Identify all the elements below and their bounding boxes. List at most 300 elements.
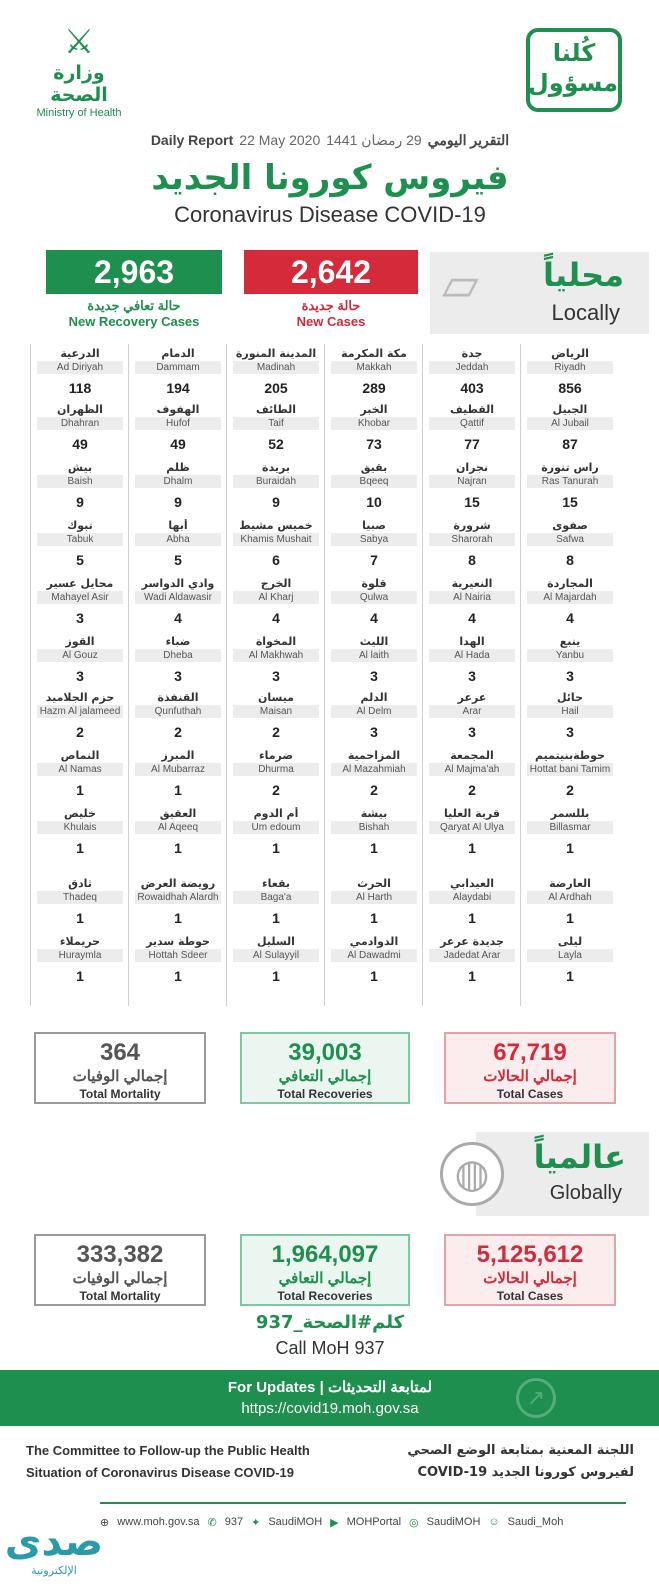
city-cell bbox=[129, 688, 227, 746]
city-name-ar: حائل bbox=[556, 691, 583, 704]
local-cases-value: 67,719 bbox=[493, 1039, 567, 1066]
city-name-ar: الحرث bbox=[357, 877, 391, 890]
city-cell bbox=[227, 574, 325, 632]
globe-icon: ◍ bbox=[440, 1142, 504, 1206]
city-name-en: Alaydabi bbox=[429, 891, 515, 904]
local-recoveries-value: 39,003 bbox=[288, 1039, 362, 1066]
city-case-count: 1 bbox=[468, 840, 476, 856]
report-en: Daily Report bbox=[150, 132, 234, 148]
city-name-en: Bishah bbox=[331, 821, 417, 834]
city-cell bbox=[31, 932, 129, 990]
city-cell bbox=[129, 932, 227, 990]
city-case-count: 3 bbox=[76, 668, 84, 684]
watermark-big: صدى bbox=[4, 1519, 104, 1565]
city-name-en: Hufof bbox=[135, 417, 221, 430]
city-case-count: 1 bbox=[272, 968, 280, 984]
saudi-map-icon: ▱ bbox=[442, 256, 479, 312]
local-cases-label-ar: إجمالي الحالات bbox=[483, 1068, 577, 1085]
city-name-ar: السليل bbox=[257, 935, 295, 948]
city-cell bbox=[31, 804, 129, 862]
city-cell bbox=[521, 688, 619, 746]
updates-heading bbox=[120, 1378, 540, 1396]
city-case-count: 1 bbox=[566, 910, 574, 926]
city-name-en: Buraidah bbox=[233, 475, 319, 488]
city-name-en: Al Majardah bbox=[527, 591, 613, 604]
city-name-en: Al laith bbox=[331, 649, 417, 662]
city-name-en: Billasmar bbox=[527, 821, 613, 834]
city-name-ar: جديدة عرعر bbox=[440, 935, 504, 948]
city-cell bbox=[129, 400, 227, 458]
city-column bbox=[128, 344, 226, 1006]
committee-ar-line1: اللجنة المعنية بمتابعة الوضع الصحي bbox=[407, 1443, 634, 1458]
locally-heading-en: Locally bbox=[551, 300, 620, 325]
city-cell bbox=[129, 516, 227, 574]
city-name-ar: ظلم bbox=[166, 461, 190, 474]
city-name-ar: أم الدوم bbox=[253, 807, 299, 820]
city-name-en: Safwa bbox=[527, 533, 613, 546]
city-case-count: 9 bbox=[174, 494, 182, 510]
city-case-count: 3 bbox=[370, 668, 378, 684]
city-cell bbox=[325, 804, 423, 862]
updates-en: For Updates bbox=[227, 1379, 316, 1396]
city-name-ar: المجمعة bbox=[450, 749, 494, 762]
city-name-en: Al Namas bbox=[37, 763, 123, 776]
city-name-en: Al Nairia bbox=[429, 591, 515, 604]
city-name-ar: ضرماء bbox=[258, 749, 294, 762]
city-name-en: Arar bbox=[429, 705, 515, 718]
city-name-en: Sabya bbox=[331, 533, 417, 546]
city-cell bbox=[31, 458, 129, 516]
city-name-en: Hottah Sdeer bbox=[135, 949, 221, 962]
city-cell bbox=[423, 804, 521, 862]
city-name-ar: العارضة bbox=[549, 877, 591, 890]
city-case-count: 15 bbox=[464, 494, 480, 510]
city-column bbox=[422, 344, 520, 1006]
city-cell bbox=[521, 932, 619, 990]
youtube-icon: ▶ bbox=[330, 1517, 339, 1529]
city-cell bbox=[227, 746, 325, 804]
city-case-count: 73 bbox=[366, 436, 382, 452]
local-mortality-label-ar: إجمالي الوفيات bbox=[72, 1068, 168, 1085]
footer-youtube-link[interactable]: MOHPortal bbox=[346, 1516, 402, 1528]
city-cell bbox=[227, 344, 325, 402]
city-cell bbox=[31, 344, 129, 402]
city-name-en: Ras Tanurah bbox=[527, 475, 613, 488]
city-cell bbox=[521, 574, 619, 632]
city-case-count: 118 bbox=[68, 380, 92, 396]
city-name-ar: نجران bbox=[455, 461, 489, 474]
city-name-en: Dheba bbox=[135, 649, 221, 662]
city-cell bbox=[423, 400, 521, 458]
city-name-ar: الطائف bbox=[256, 403, 296, 416]
updates-url-link[interactable]: https://covid19.moh.gov.sa bbox=[241, 1400, 419, 1417]
global-cases-label-ar: إجمالي الحالات bbox=[483, 1270, 577, 1287]
city-name-en: Al Majma'ah bbox=[429, 763, 515, 776]
city-case-count: 49 bbox=[72, 436, 88, 452]
city-cell bbox=[325, 632, 423, 690]
footer-instagram-link[interactable]: SaudiMOH bbox=[426, 1516, 481, 1528]
city-case-count: 1 bbox=[370, 840, 378, 856]
city-case-count: 3 bbox=[76, 610, 84, 626]
city-name-ar: القوز bbox=[65, 635, 95, 648]
city-name-en: Baga'a bbox=[233, 891, 319, 904]
city-name-en: Al Dawadmi bbox=[331, 949, 417, 962]
report-date: 22 May 2020 bbox=[239, 132, 321, 148]
city-cell bbox=[521, 804, 619, 862]
city-name-en: Jadedat Arar bbox=[429, 949, 515, 962]
new-recovery-count: 2,963 bbox=[46, 250, 222, 294]
city-name-ar: ضباء bbox=[165, 635, 191, 648]
city-name-en: Al Mubarraz bbox=[135, 763, 221, 776]
city-name-en: Al Ardhah bbox=[527, 891, 613, 904]
city-case-count: 5 bbox=[76, 552, 84, 568]
moh-name-ar: وزارة الصحة bbox=[50, 62, 108, 106]
city-name-ar: أبها bbox=[168, 519, 188, 532]
city-case-count: 1 bbox=[566, 840, 574, 856]
city-name-ar: الدمام bbox=[161, 347, 195, 360]
city-case-count: 8 bbox=[566, 552, 574, 568]
city-name-ar: بريدة bbox=[262, 461, 290, 474]
city-case-count: 1 bbox=[468, 968, 476, 984]
city-name-en: Khulais bbox=[37, 821, 123, 834]
city-name-ar: النماص bbox=[60, 749, 100, 762]
city-name-en: Al Aqeeq bbox=[135, 821, 221, 834]
local-total-recoveries bbox=[240, 1032, 410, 1104]
city-name-en: Hottat bani Tamim bbox=[527, 763, 613, 776]
city-cell bbox=[31, 688, 129, 746]
city-case-count: 1 bbox=[174, 840, 182, 856]
snapchat-icon: ☺ bbox=[488, 1516, 500, 1528]
city-case-count: 2 bbox=[468, 782, 476, 798]
city-cell bbox=[521, 400, 619, 458]
city-name-ar: المجاردة bbox=[547, 577, 593, 590]
city-name-en: Al Makhwah bbox=[233, 649, 319, 662]
city-case-count: 2 bbox=[370, 782, 378, 798]
city-case-count: 7 bbox=[370, 552, 378, 568]
city-case-count: 194 bbox=[166, 380, 190, 396]
city-case-count: 8 bbox=[468, 552, 476, 568]
call-hashtag-ar: كلم#الصحة_937 bbox=[255, 1312, 405, 1333]
city-name-en: Wadi Aldawasir bbox=[135, 591, 221, 604]
city-case-count: 289 bbox=[362, 380, 386, 396]
call-moh-en: Call MoH 937 bbox=[275, 1338, 385, 1358]
city-name-en: Layla bbox=[527, 949, 613, 962]
city-name-en: Baish bbox=[37, 475, 123, 488]
city-name-en: Dhalm bbox=[135, 475, 221, 488]
city-name-ar: جدة bbox=[461, 347, 483, 360]
city-name-ar: الرياض bbox=[551, 347, 589, 360]
city-cell bbox=[423, 932, 521, 990]
report-line bbox=[130, 132, 530, 149]
city-cell bbox=[521, 344, 619, 402]
city-name-en: Thadeq bbox=[37, 891, 123, 904]
city-cell bbox=[423, 632, 521, 690]
new-cases-label bbox=[244, 298, 418, 330]
city-name-en: Um edoum bbox=[233, 821, 319, 834]
city-column bbox=[30, 344, 128, 1006]
city-cell bbox=[521, 632, 619, 690]
city-name-ar: بيش bbox=[67, 461, 93, 474]
global-recoveries-label-ar: إجمالي التعافي bbox=[278, 1270, 372, 1287]
moh-logo bbox=[24, 22, 134, 118]
city-cell bbox=[325, 932, 423, 990]
city-name-en: Al Mazahmiah bbox=[331, 763, 417, 776]
city-cases-grid bbox=[30, 344, 618, 1006]
city-name-ar: شرورة bbox=[453, 519, 491, 532]
city-case-count: 403 bbox=[460, 380, 484, 396]
city-cell bbox=[31, 400, 129, 458]
city-name-en: Hail bbox=[527, 705, 613, 718]
city-name-ar: مكة المكرمة bbox=[341, 347, 407, 360]
local-total-cases bbox=[444, 1032, 616, 1104]
kulna-masool-badge bbox=[526, 28, 622, 112]
city-name-ar: الجبيل bbox=[552, 403, 588, 416]
globally-heading-en: Globally bbox=[549, 1182, 622, 1204]
city-name-en: Dhahran bbox=[37, 417, 123, 430]
committee-en-line2: Situation of Coronavirus Disease COVID-19 bbox=[26, 1465, 295, 1480]
global-total-cases bbox=[444, 1234, 616, 1306]
updates-separator: | bbox=[319, 1379, 324, 1396]
updates-ar: لمتابعة التحديثات bbox=[327, 1379, 433, 1396]
committee-ar-line2: لفيروس كورونا الجديد COVID-19 bbox=[417, 1465, 634, 1480]
city-name-ar: بقعاء bbox=[261, 877, 290, 890]
city-case-count: 3 bbox=[566, 668, 574, 684]
city-name-en: Al Gouz bbox=[37, 649, 123, 662]
global-cases-label-en: Total Cases bbox=[496, 1289, 564, 1303]
city-cell bbox=[31, 746, 129, 804]
city-cell bbox=[521, 874, 619, 932]
city-column bbox=[520, 344, 618, 1006]
city-cell bbox=[31, 874, 129, 932]
global-total-mortality bbox=[34, 1234, 206, 1306]
city-name-en: Khobar bbox=[331, 417, 417, 430]
city-case-count: 4 bbox=[174, 610, 182, 626]
palm-swords-icon: ⚔ bbox=[63, 22, 95, 62]
footer-social-links bbox=[100, 1516, 640, 1536]
global-mortality-label-en: Total Mortality bbox=[79, 1289, 161, 1303]
city-cell bbox=[521, 516, 619, 574]
new-cases-count: 2,642 bbox=[244, 250, 418, 294]
moh-name-en: Ministry of Health bbox=[36, 107, 122, 119]
city-case-count: 3 bbox=[370, 724, 378, 740]
city-case-count: 9 bbox=[76, 494, 84, 510]
city-name-en: Taif bbox=[233, 417, 319, 430]
local-mortality-value: 364 bbox=[99, 1039, 141, 1066]
city-cell bbox=[325, 344, 423, 402]
city-column bbox=[226, 344, 324, 1006]
city-case-count: 87 bbox=[562, 436, 578, 452]
city-case-count: 4 bbox=[566, 610, 574, 626]
city-name-ar: المبرز bbox=[161, 749, 195, 762]
local-total-mortality bbox=[34, 1032, 206, 1104]
city-name-en: Makkah bbox=[331, 361, 417, 374]
city-cell bbox=[423, 344, 521, 402]
new-recovery-label-ar: حالة تعافي جديدة bbox=[87, 298, 181, 313]
city-name-en: Abha bbox=[135, 533, 221, 546]
city-cell bbox=[227, 516, 325, 574]
city-name-en: Rowaidhah Alardh bbox=[135, 891, 221, 904]
globally-heading-ar: عالمياً bbox=[533, 1138, 626, 1176]
footer-website-link[interactable]: www.moh.gov.sa bbox=[117, 1516, 200, 1528]
city-name-en: Bqeeq bbox=[331, 475, 417, 488]
city-case-count: 1 bbox=[76, 910, 84, 926]
city-name-ar: رويضة العرض bbox=[140, 877, 216, 890]
committee-ar bbox=[350, 1440, 634, 1484]
city-name-en: Yanbu bbox=[527, 649, 613, 662]
city-case-count: 6 bbox=[272, 552, 280, 568]
local-recoveries-label-ar: إجمالي التعافي bbox=[278, 1068, 372, 1085]
city-name-ar: العقيق bbox=[159, 807, 197, 820]
city-name-ar: بللسمر bbox=[550, 807, 590, 820]
city-cell bbox=[325, 458, 423, 516]
city-case-count: 4 bbox=[468, 610, 476, 626]
phone-icon: ✆ bbox=[207, 1517, 217, 1529]
city-name-en: Al Delm bbox=[331, 705, 417, 718]
city-cell bbox=[129, 574, 227, 632]
city-cell bbox=[31, 574, 129, 632]
city-case-count: 4 bbox=[370, 610, 378, 626]
city-name-en: Tabuk bbox=[37, 533, 123, 546]
city-name-ar: الدوادمي bbox=[349, 935, 399, 948]
city-cell bbox=[521, 746, 619, 804]
city-name-ar: حوطة سدير bbox=[146, 935, 210, 948]
city-cell bbox=[227, 688, 325, 746]
city-cell bbox=[227, 458, 325, 516]
city-cell bbox=[423, 688, 521, 746]
city-cell bbox=[423, 746, 521, 804]
city-name-en: Qattif bbox=[429, 417, 515, 430]
city-cell bbox=[129, 804, 227, 862]
city-case-count: 1 bbox=[76, 840, 84, 856]
city-name-ar: الظهران bbox=[57, 403, 103, 416]
footer-divider bbox=[100, 1502, 626, 1504]
city-name-ar: الخبر bbox=[360, 403, 388, 416]
city-name-ar: المدينة المنورة bbox=[235, 347, 317, 360]
city-case-count: 1 bbox=[76, 782, 84, 798]
city-cell bbox=[129, 874, 227, 932]
new-cases-label-ar: حالة جديدة bbox=[301, 298, 361, 313]
city-case-count: 52 bbox=[268, 436, 284, 452]
city-cell bbox=[325, 874, 423, 932]
page-title-ar: فيروس كورونا الجديد bbox=[151, 158, 509, 198]
global-cases-value: 5,125,612 bbox=[476, 1241, 584, 1268]
city-case-count: 1 bbox=[566, 968, 574, 984]
city-name-ar: النعيرية bbox=[451, 577, 493, 590]
footer-snapchat-link[interactable]: Saudi_Moh bbox=[507, 1516, 564, 1528]
city-case-count: 4 bbox=[272, 610, 280, 626]
city-column bbox=[324, 344, 422, 1006]
city-cell bbox=[31, 632, 129, 690]
city-name-ar: الهدا bbox=[459, 635, 485, 648]
city-name-ar: قرية العليا bbox=[444, 807, 500, 820]
city-name-ar: خليص bbox=[64, 807, 96, 820]
city-name-en: Qaryat Al Ulya bbox=[429, 821, 515, 834]
global-mortality-value: 333,382 bbox=[76, 1241, 164, 1268]
city-case-count: 3 bbox=[566, 724, 574, 740]
city-case-count: 3 bbox=[468, 668, 476, 684]
twitter-icon: ✦ bbox=[251, 1517, 261, 1529]
city-name-en: Maisan bbox=[233, 705, 319, 718]
city-cell bbox=[325, 400, 423, 458]
city-name-ar: صبيا bbox=[362, 519, 386, 532]
city-case-count: 3 bbox=[468, 724, 476, 740]
city-name-ar: المزاحمية bbox=[347, 749, 401, 762]
city-name-en: Qunfuthah bbox=[135, 705, 221, 718]
global-total-recoveries bbox=[240, 1234, 410, 1306]
locally-heading-ar: محلياً bbox=[542, 256, 624, 294]
city-case-count: 2 bbox=[566, 782, 574, 798]
city-name-ar: الخرج bbox=[260, 577, 292, 590]
local-mortality-label-en: Total Mortality bbox=[79, 1087, 161, 1101]
city-name-ar: حوطةبنيتميم bbox=[535, 749, 605, 762]
city-cell bbox=[129, 458, 227, 516]
city-name-en: Al Hada bbox=[429, 649, 515, 662]
watermark-small: الإلكترونية bbox=[31, 1564, 77, 1577]
city-case-count: 2 bbox=[272, 782, 280, 798]
arrow-up-right-icon: ↗ bbox=[516, 1378, 556, 1418]
city-case-count: 3 bbox=[272, 668, 280, 684]
city-name-en: Riyadh bbox=[527, 361, 613, 374]
city-name-ar: قلوة bbox=[361, 577, 387, 590]
city-cell bbox=[227, 632, 325, 690]
global-mortality-label-ar: إجمالي الوفيات bbox=[72, 1270, 168, 1287]
city-name-en: Dammam bbox=[135, 361, 221, 374]
city-name-en: Khamis Mushait bbox=[233, 533, 319, 546]
city-name-en: Madinah bbox=[233, 361, 319, 374]
city-cell bbox=[129, 632, 227, 690]
city-cell bbox=[521, 458, 619, 516]
updates-bar bbox=[0, 1370, 659, 1426]
city-case-count: 2 bbox=[272, 724, 280, 740]
city-name-ar: عرعر bbox=[457, 691, 487, 704]
city-cell bbox=[227, 874, 325, 932]
committee-en bbox=[26, 1440, 346, 1484]
city-name-en: Najran bbox=[429, 475, 515, 488]
report-ar: التقرير اليومي bbox=[427, 132, 510, 148]
city-cell bbox=[423, 574, 521, 632]
city-name-ar: راس تنورة bbox=[541, 461, 599, 474]
city-case-count: 856 bbox=[558, 380, 582, 396]
city-name-en: Dhurma bbox=[233, 763, 319, 776]
city-case-count: 1 bbox=[272, 840, 280, 856]
city-cell bbox=[423, 516, 521, 574]
city-name-ar: صفوى bbox=[552, 519, 588, 532]
city-name-ar: ميسان bbox=[257, 691, 294, 704]
city-cell bbox=[31, 516, 129, 574]
city-cell bbox=[423, 458, 521, 516]
city-name-en: Al Harth bbox=[331, 891, 417, 904]
committee-en-line1: The Committee to Follow-up the Public Health bbox=[26, 1443, 310, 1458]
city-name-en: Sharorah bbox=[429, 533, 515, 546]
sada-watermark bbox=[4, 1520, 104, 1590]
city-case-count: 15 bbox=[562, 494, 578, 510]
footer-twitter-link[interactable]: SaudiMOH bbox=[268, 1516, 323, 1528]
city-case-count: 2 bbox=[76, 724, 84, 740]
city-name-en: Hazm Al jalameed bbox=[37, 705, 123, 718]
city-name-ar: الدرعية bbox=[60, 347, 100, 360]
city-case-count: 3 bbox=[174, 668, 182, 684]
footer-phone[interactable]: 937 bbox=[224, 1516, 244, 1528]
global-recoveries-label-en: Total Recoveries bbox=[277, 1289, 373, 1303]
city-name-en: Qulwa bbox=[331, 591, 417, 604]
city-cell bbox=[227, 400, 325, 458]
badge-line2: مسؤول bbox=[527, 69, 618, 97]
city-cell bbox=[423, 874, 521, 932]
city-case-count: 49 bbox=[170, 436, 186, 452]
city-name-ar: حزم الجلاميد bbox=[45, 691, 115, 704]
city-name-en: Al Kharj bbox=[233, 591, 319, 604]
city-case-count: 1 bbox=[370, 968, 378, 984]
